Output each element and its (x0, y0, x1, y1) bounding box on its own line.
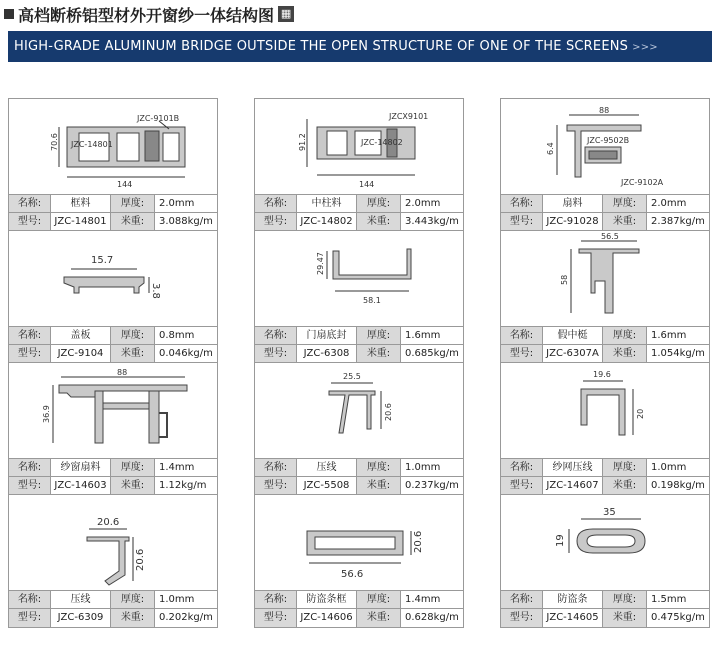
banner-text: HIGH-GRADE ALUMINUM BRIDGE OUTSIDE THE OPEN STRUCTURE OF ONE OF THE SCREENS (14, 39, 629, 54)
product-weight: 0.685kg/m (405, 348, 459, 359)
thickness-label: 厚度: (357, 591, 401, 608)
thickness-label: 厚度: (603, 327, 647, 344)
dim-label: 20.6 (97, 517, 120, 528)
product-thickness: 0.8mm (159, 330, 195, 341)
product-weight: 0.046kg/m (159, 348, 213, 359)
product-thickness: 2.0mm (651, 198, 687, 209)
name-label: 名称: (255, 459, 297, 476)
product-name: 纱网压线 (543, 459, 603, 476)
profile-drawing (255, 363, 463, 459)
product-name: 门扇底封 (297, 327, 357, 344)
product-weight: 3.088kg/m (159, 216, 213, 227)
page-title-text: 高档断桥铝型材外开窗纱一体结构图 (18, 5, 275, 25)
model-label: 型号: (9, 213, 51, 230)
model-label: 型号: (255, 213, 297, 230)
weight-label: 米重: (603, 345, 647, 362)
dim-label: 3.8 (150, 283, 161, 299)
thickness-label: 厚度: (357, 195, 401, 212)
product-name: 框料 (51, 195, 111, 212)
product-model: JZC-14802 (297, 213, 357, 230)
dim-label: 70.6 (50, 133, 59, 151)
profile-drawing (501, 231, 709, 327)
dim-label: JZC-9102A (621, 178, 664, 187)
product-weight: 2.387kg/m (651, 216, 705, 227)
product-thickness: 1.5mm (651, 594, 687, 605)
model-label: 型号: (255, 477, 297, 494)
profile-diagram-14801 (9, 99, 219, 195)
profile-drawing (255, 495, 463, 591)
banner-arrow: >>> (632, 42, 658, 53)
product-thickness: 1.4mm (159, 462, 195, 473)
english-banner (8, 31, 712, 62)
dim-label: 29.47 (316, 252, 325, 275)
model-label: 型号: (501, 213, 543, 230)
product-weight: 3.443kg/m (405, 216, 459, 227)
dim-label: 15.7 (91, 255, 114, 266)
dim-label: 144 (359, 180, 375, 189)
weight-label: 米重: (111, 609, 155, 627)
name-label: 名称: (501, 195, 543, 212)
column-3 (500, 98, 710, 628)
dim-label: 56.6 (341, 569, 364, 580)
dim-label: 35 (603, 507, 616, 518)
dim-label: JZC-9101B (137, 114, 180, 123)
dim-label: 19 (555, 534, 566, 547)
product-name: 中柱料 (297, 195, 357, 212)
product-model: JZC-14606 (297, 609, 357, 627)
profile-diagram-5508 (255, 363, 465, 459)
model-label: 型号: (9, 477, 51, 494)
profile-diagram-14606 (255, 495, 465, 591)
thickness-label: 厚度: (111, 591, 155, 608)
name-label: 名称: (9, 591, 51, 608)
product-thickness: 1.0mm (651, 462, 687, 473)
product-model: JZC-6307A (543, 345, 603, 362)
product-model: JZC-14605 (543, 609, 603, 627)
dim-label: 36.9 (42, 405, 51, 423)
dim-label: JZC-14802 (361, 138, 403, 147)
profile-diagram-14802 (255, 99, 465, 195)
dim-label: JZC-9502B (587, 136, 630, 145)
dim-label: 91.2 (298, 133, 307, 151)
product-model: JZC-9104 (51, 345, 111, 362)
product-weight: 0.198kg/m (651, 480, 705, 491)
product-thickness: 2.0mm (159, 198, 195, 209)
product-model: JZC-14603 (51, 477, 111, 494)
dim-label: 20.6 (135, 548, 146, 571)
profile-diagram-14605 (501, 495, 711, 591)
product-name: 盖板 (51, 327, 111, 344)
thickness-label: 厚度: (357, 459, 401, 476)
profile-drawing (9, 231, 217, 327)
product-name: 假中梃 (543, 327, 603, 344)
product-thickness: 1.6mm (405, 330, 441, 341)
product-model: JZC-5508 (297, 477, 357, 494)
profile-diagram-6309 (9, 495, 219, 591)
dim-label: JZCX9101 (389, 112, 429, 121)
thickness-label: 厚度: (603, 591, 647, 608)
weight-label: 米重: (603, 213, 647, 230)
dim-label: JZC-14801 (71, 140, 113, 149)
name-label: 名称: (255, 327, 297, 344)
product-name: 防盗条 (543, 591, 603, 608)
model-label: 型号: (9, 609, 51, 627)
model-label: 型号: (501, 609, 543, 627)
product-weight: 0.237kg/m (405, 480, 459, 491)
thickness-label: 厚度: (603, 459, 647, 476)
product-name: 压线 (297, 459, 357, 476)
product-model: JZC-6309 (51, 609, 111, 627)
product-thickness: 1.0mm (405, 462, 441, 473)
product-model: JZC-91028 (543, 213, 603, 230)
name-label: 名称: (9, 195, 51, 212)
model-label: 型号: (501, 477, 543, 494)
product-weight: 0.202kg/m (159, 612, 213, 623)
profile-drawing (255, 99, 463, 195)
profile-drawing (501, 363, 709, 459)
product-weight: 0.475kg/m (651, 612, 705, 623)
square-bullet-icon (4, 9, 14, 19)
product-name: 扇料 (543, 195, 603, 212)
dim-label: 6.4 (546, 142, 555, 155)
weight-label: 米重: (357, 477, 401, 494)
page-title (4, 3, 294, 25)
name-label: 名称: (9, 459, 51, 476)
column-1 (8, 98, 218, 628)
dim-label: 58.1 (363, 296, 381, 305)
product-model: JZC-14801 (51, 213, 111, 230)
product-name: 防盗条框 (297, 591, 357, 608)
product-weight: 1.12kg/m (159, 480, 207, 491)
profile-diagram-91028 (501, 99, 711, 195)
dim-label: 19.6 (593, 370, 611, 379)
name-label: 名称: (501, 591, 543, 608)
product-thickness: 1.0mm (159, 594, 195, 605)
dim-label: 144 (117, 180, 133, 189)
name-label: 名称: (501, 327, 543, 344)
name-label: 名称: (255, 195, 297, 212)
dim-label: 20 (636, 408, 645, 419)
dim-label: 58 (560, 274, 569, 285)
weight-label: 米重: (357, 213, 401, 230)
thickness-label: 厚度: (357, 327, 401, 344)
weight-label: 米重: (111, 345, 155, 362)
grid-icon: ▦ (278, 6, 294, 22)
dim-label: 20.6 (413, 530, 424, 553)
profile-drawing (255, 231, 463, 327)
weight-label: 米重: (603, 477, 647, 494)
profile-diagram-6307A (501, 231, 711, 327)
product-weight: 1.054kg/m (651, 348, 705, 359)
dim-label: 25.5 (343, 372, 361, 381)
profile-drawing (9, 363, 217, 459)
model-label: 型号: (501, 345, 543, 362)
profile-drawing (501, 495, 709, 591)
product-thickness: 1.6mm (651, 330, 687, 341)
product-weight: 0.628kg/m (405, 612, 459, 623)
profile-drawing (9, 495, 217, 591)
name-label: 名称: (9, 327, 51, 344)
weight-label: 米重: (603, 609, 647, 627)
product-model: JZC-6308 (297, 345, 357, 362)
thickness-label: 厚度: (603, 195, 647, 212)
product-model: JZC-14607 (543, 477, 603, 494)
weight-label: 米重: (357, 609, 401, 627)
dim-label: 88 (117, 368, 128, 377)
profile-diagram-6308 (255, 231, 465, 327)
thickness-label: 厚度: (111, 195, 155, 212)
name-label: 名称: (501, 459, 543, 476)
product-name: 纱窗扇料 (51, 459, 111, 476)
profile-diagram-14603 (9, 363, 219, 459)
thickness-label: 厚度: (111, 459, 155, 476)
dim-label: 56.5 (601, 232, 619, 241)
weight-label: 米重: (357, 345, 401, 362)
profile-drawing (9, 99, 217, 195)
product-thickness: 2.0mm (405, 198, 441, 209)
name-label: 名称: (255, 591, 297, 608)
dim-label: 20.6 (384, 403, 393, 421)
model-label: 型号: (255, 345, 297, 362)
profile-diagram-14607 (501, 363, 711, 459)
product-thickness: 1.4mm (405, 594, 441, 605)
model-label: 型号: (9, 345, 51, 362)
weight-label: 米重: (111, 213, 155, 230)
weight-label: 米重: (111, 477, 155, 494)
column-2 (254, 98, 464, 628)
thickness-label: 厚度: (111, 327, 155, 344)
profile-drawing (501, 99, 709, 195)
model-label: 型号: (255, 609, 297, 627)
product-name: 压线 (51, 591, 111, 608)
profile-diagram-9104 (9, 231, 219, 327)
dim-label: 88 (599, 106, 610, 115)
